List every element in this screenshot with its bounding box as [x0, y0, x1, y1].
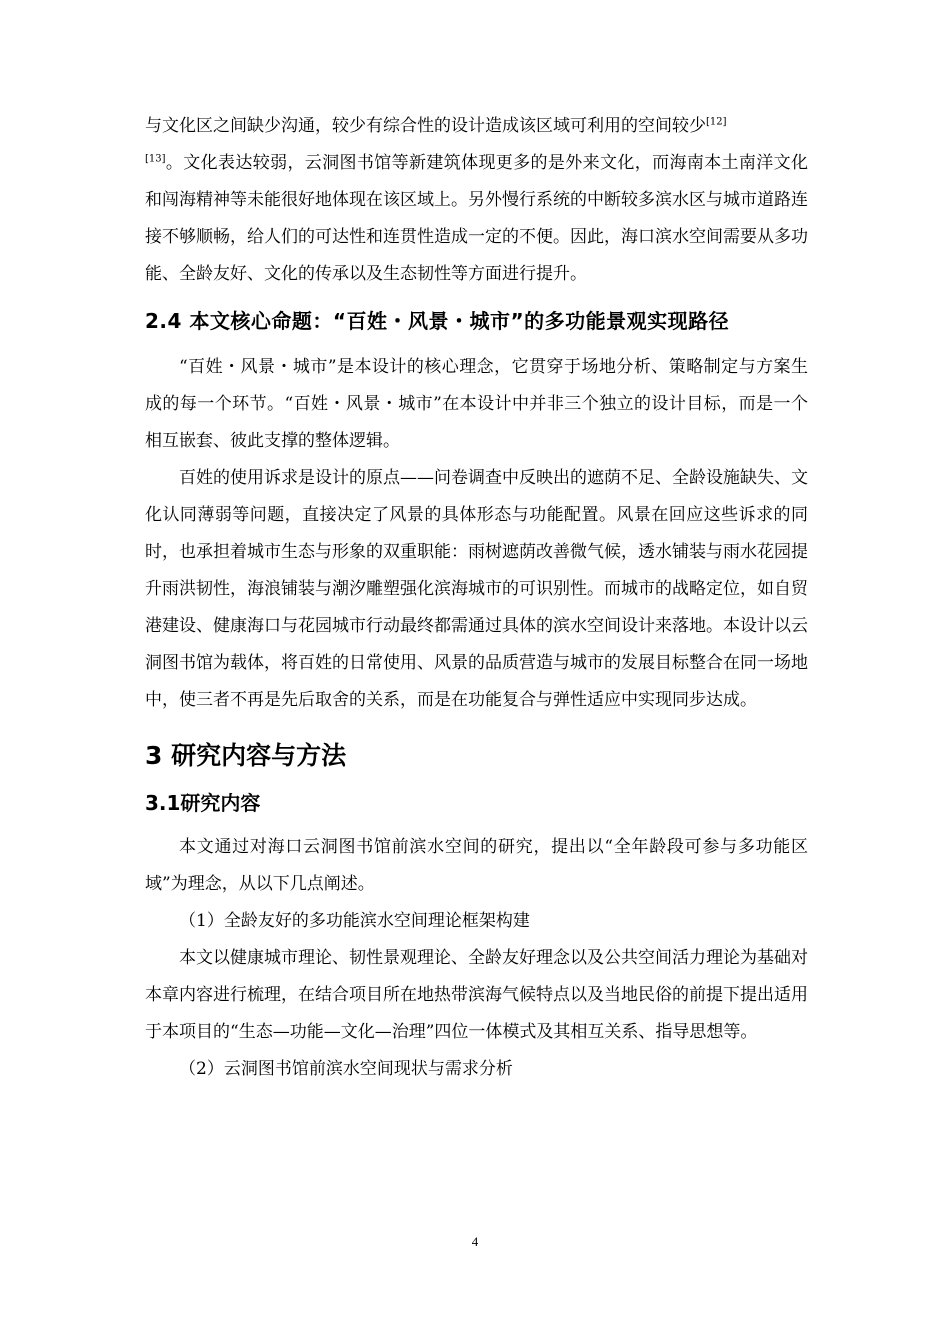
page-number: 4 [471, 1234, 479, 1249]
paragraph-site-issues [145, 108, 808, 293]
list-item-2: （2）云洞图书馆前滨水空间现状与需求分析 [179, 1059, 513, 1079]
section-heading-3-1: 3.1研究内容 [145, 791, 261, 815]
section-heading-2-4: 2.4 本文核心命题：“百姓・风景・城市”的多功能景观实现路径 [145, 309, 730, 333]
list-item-1: （1）全龄友好的多功能滨水空间理论框架构建 [179, 911, 530, 931]
paragraph-text: 与文化区之间缺少沟通，较少有综合性的设计造成该区域可利用的空间较少 [145, 116, 706, 136]
section-heading-3: 3 研究内容与方法 [145, 741, 347, 770]
citation-ref: [13] [145, 153, 166, 165]
paragraph-text: 。文化表达较弱，云洞图书馆等新建筑体现更多的是外来文化，而海南本土南洋文化和闯海精神等未能很好地体现在该区域上。另外慢行系统的中断较多滨水区与城市道路连接不够顺畅，给人们的可达性和连贯性造成一定的不便。因此，海口滨水空间需要从多功能、全龄友好、文化的传承以及生态韧性等方面进行提升。 [145, 153, 808, 284]
paragraph-core-concept: “百姓・风景・城市”是本设计的核心理念，它贯穿于场地分析、策略制定与方案生成的每一个环节。“百姓・风景・城市”在本设计中并非三个独立的设计目标，而是一个相互嵌套、彼此支撑的整体逻辑。 [145, 357, 808, 451]
paragraph-research-intro: 本文通过对海口云洞图书馆前滨水空间的研究，提出以“全年龄段可参与多功能区域”为理念，从以下几点阐述。 [145, 837, 808, 894]
paragraph-people-landscape-city: 百姓的使用诉求是设计的原点——问卷调查中反映出的遮荫不足、全龄设施缺失、文化认同薄弱等问题，直接决定了风景的具体形态与功能配置。风景在回应这些诉求的同时，也承担着城市生态与形象的双重职能：雨树遮荫改善微气候，透水铺装与雨水花园提升雨洪韧性，海浪铺装与潮汐雕塑强化滨海城市的可识别性。而城市的战略定位，如自贸港建设、健康海口与花园城市行动最终都需通过具体的滨水空间设计来落地。本设计以云洞图书馆为载体，将百姓的日常使用、风景的品质营造与城市的发展目标整合在同一场地中，使三者不再是先后取舍的关系，而是在功能复合与弹性适应中实现同步达成。 [145, 468, 808, 710]
paragraph-theory-framework: 本文以健康城市理论、韧性景观理论、全龄友好理念以及公共空间活力理论为基础对本章内容进行梳理，在结合项目所在地热带滨海气候特点以及当地民俗的前提下提出适用于本项目的“生态—功能—文化—治理”四位一体模式及其相互关系、指导思想等。 [145, 948, 808, 1042]
citation-ref: [12] [706, 116, 727, 128]
page-content [145, 108, 808, 1088]
